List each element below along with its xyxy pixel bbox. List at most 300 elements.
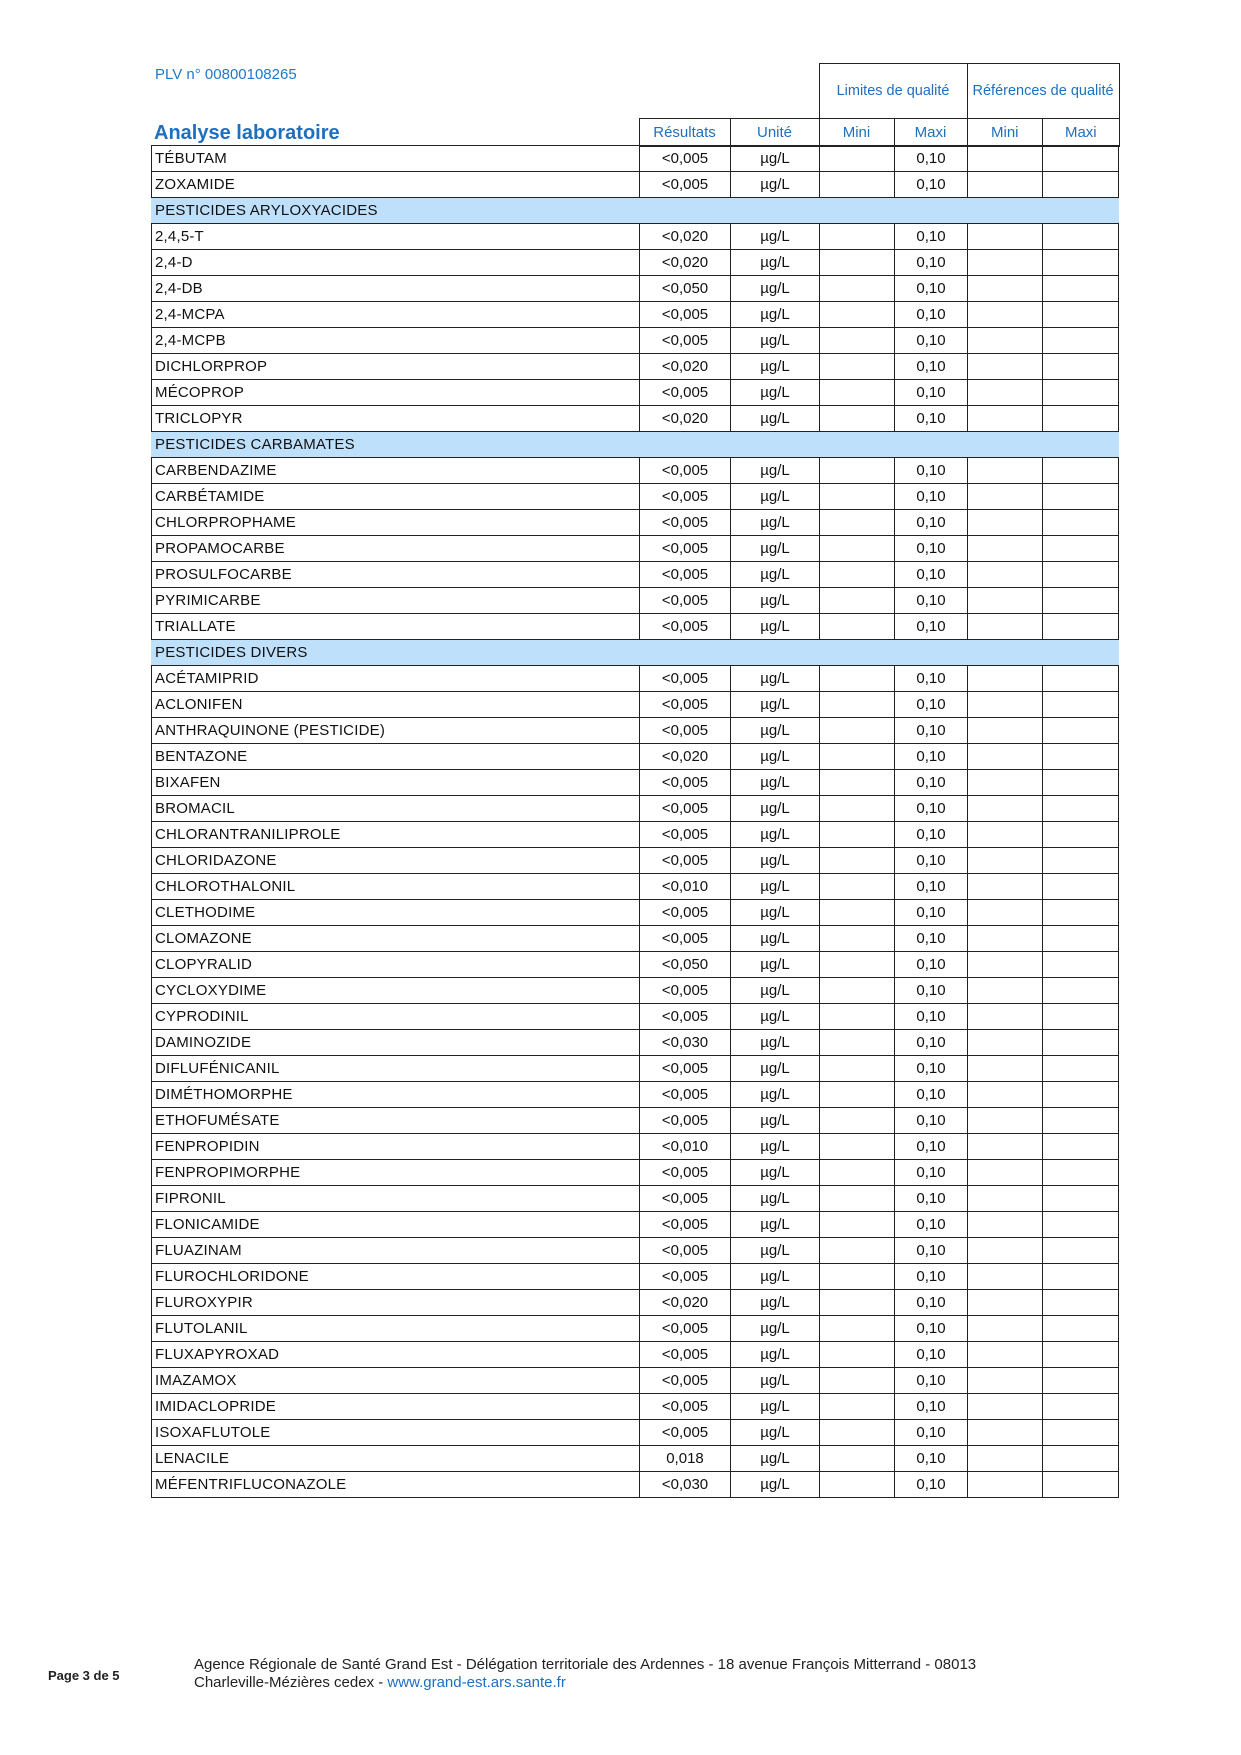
unit-value: µg/L bbox=[731, 1472, 820, 1498]
limit-mini bbox=[820, 302, 895, 328]
result-value: <0,005 bbox=[640, 1394, 731, 1420]
reference-maxi bbox=[1043, 1004, 1119, 1030]
unit-value: µg/L bbox=[731, 822, 820, 848]
limit-mini bbox=[820, 354, 895, 380]
parameter-name: FLUTOLANIL bbox=[152, 1316, 640, 1342]
reference-maxi bbox=[1043, 380, 1119, 406]
unit-value: µg/L bbox=[731, 796, 820, 822]
table-row bbox=[152, 250, 1119, 276]
reference-maxi bbox=[1043, 1446, 1119, 1472]
unit-value: µg/L bbox=[731, 250, 820, 276]
limit-mini bbox=[820, 822, 895, 848]
table-row bbox=[152, 796, 1119, 822]
table-row bbox=[152, 900, 1119, 926]
parameter-name: IMIDACLOPRIDE bbox=[152, 1394, 640, 1420]
limit-maxi: 0,10 bbox=[895, 536, 968, 562]
parameter-name: MÉFENTRIFLUCONAZOLE bbox=[152, 1472, 640, 1498]
limit-maxi: 0,10 bbox=[895, 588, 968, 614]
reference-maxi bbox=[1043, 536, 1119, 562]
reference-mini bbox=[968, 718, 1043, 744]
parameter-name: TRIALLATE bbox=[152, 614, 640, 640]
reference-mini bbox=[968, 484, 1043, 510]
reference-mini bbox=[968, 510, 1043, 536]
reference-maxi bbox=[1043, 1316, 1119, 1342]
reference-mini bbox=[968, 1446, 1043, 1472]
parameter-name: CYCLOXYDIME bbox=[152, 978, 640, 1004]
parameter-name: CHLORANTRANILIPROLE bbox=[152, 822, 640, 848]
unit-value: µg/L bbox=[731, 328, 820, 354]
table-row bbox=[152, 510, 1119, 536]
reference-mini bbox=[968, 1290, 1043, 1316]
unit-value: µg/L bbox=[731, 1290, 820, 1316]
limit-mini bbox=[820, 328, 895, 354]
unit-value: µg/L bbox=[731, 224, 820, 250]
reference-maxi bbox=[1043, 952, 1119, 978]
reference-maxi bbox=[1043, 1238, 1119, 1264]
unit-header: Unité bbox=[730, 119, 819, 147]
reference-maxi bbox=[1043, 666, 1119, 692]
footer-city: Charleville-Mézières cedex - bbox=[194, 1674, 388, 1691]
parameter-name: PROPAMOCARBE bbox=[152, 536, 640, 562]
reference-mini bbox=[968, 1160, 1043, 1186]
page-number: Page 3 de 5 bbox=[48, 1668, 120, 1683]
result-value: <0,005 bbox=[640, 796, 731, 822]
reference-maxi bbox=[1043, 1056, 1119, 1082]
table-row bbox=[152, 1082, 1119, 1108]
unit-value: µg/L bbox=[731, 1186, 820, 1212]
result-value: <0,005 bbox=[640, 328, 731, 354]
unit-value: µg/L bbox=[731, 978, 820, 1004]
table-row bbox=[152, 354, 1119, 380]
table-row bbox=[152, 224, 1119, 250]
reference-mini bbox=[968, 614, 1043, 640]
table-row bbox=[152, 744, 1119, 770]
reference-mini bbox=[968, 588, 1043, 614]
parameter-name: CHLOROTHALONIL bbox=[152, 874, 640, 900]
limit-mini bbox=[820, 484, 895, 510]
table-row bbox=[152, 926, 1119, 952]
footer-line-1: Agence Régionale de Santé Grand Est - Délégation territoriale des Ardennes - 18 avenue François Mitterrand - 08013 bbox=[194, 1656, 977, 1673]
table-row bbox=[152, 276, 1119, 302]
reference-mini bbox=[968, 666, 1043, 692]
limit-maxi: 0,10 bbox=[895, 978, 968, 1004]
reference-mini bbox=[968, 1030, 1043, 1056]
references-header: Références de qualité bbox=[967, 64, 1119, 119]
result-value: <0,005 bbox=[640, 380, 731, 406]
limit-mini bbox=[820, 276, 895, 302]
result-value: <0,020 bbox=[640, 406, 731, 432]
limit-maxi: 0,10 bbox=[895, 666, 968, 692]
result-value: <0,005 bbox=[640, 1082, 731, 1108]
reference-maxi bbox=[1043, 484, 1119, 510]
limit-mini bbox=[820, 1238, 895, 1264]
reference-maxi bbox=[1043, 822, 1119, 848]
limit-mini bbox=[820, 406, 895, 432]
unit-value: µg/L bbox=[731, 588, 820, 614]
parameter-name: TÉBUTAM bbox=[152, 146, 640, 172]
result-value: <0,005 bbox=[640, 1056, 731, 1082]
limit-maxi: 0,10 bbox=[895, 458, 968, 484]
unit-value: µg/L bbox=[731, 354, 820, 380]
parameter-name: ISOXAFLUTOLE bbox=[152, 1420, 640, 1446]
limit-mini bbox=[820, 1030, 895, 1056]
limit-mini bbox=[820, 1134, 895, 1160]
parameter-name: BROMACIL bbox=[152, 796, 640, 822]
table-row bbox=[152, 1186, 1119, 1212]
reference-mini bbox=[968, 822, 1043, 848]
unit-value: µg/L bbox=[731, 1212, 820, 1238]
analysis-table bbox=[151, 145, 1119, 1498]
reference-mini bbox=[968, 328, 1043, 354]
limit-maxi: 0,10 bbox=[895, 1160, 968, 1186]
reference-mini bbox=[968, 1472, 1043, 1498]
reference-maxi bbox=[1043, 276, 1119, 302]
reference-maxi bbox=[1043, 302, 1119, 328]
reference-maxi bbox=[1043, 562, 1119, 588]
parameter-name: MÉCOPROP bbox=[152, 380, 640, 406]
parameter-name: CARBENDAZIME bbox=[152, 458, 640, 484]
plv-number: PLV n° 00800108265 bbox=[155, 66, 297, 83]
table-row bbox=[152, 848, 1119, 874]
parameter-name: FLUXAPYROXAD bbox=[152, 1342, 640, 1368]
reference-maxi bbox=[1043, 1186, 1119, 1212]
column-header-table bbox=[151, 63, 1120, 147]
limit-maxi: 0,10 bbox=[895, 692, 968, 718]
limit-mini bbox=[820, 900, 895, 926]
result-value: <0,005 bbox=[640, 718, 731, 744]
unit-value: µg/L bbox=[731, 406, 820, 432]
reference-maxi bbox=[1043, 172, 1119, 198]
limit-maxi: 0,10 bbox=[895, 1108, 968, 1134]
result-value: <0,005 bbox=[640, 900, 731, 926]
footer-address bbox=[194, 1656, 976, 1692]
limit-mini bbox=[820, 952, 895, 978]
table-row bbox=[152, 562, 1119, 588]
table-row bbox=[152, 952, 1119, 978]
unit-value: µg/L bbox=[731, 536, 820, 562]
limit-mini bbox=[820, 250, 895, 276]
parameter-name: 2,4-D bbox=[152, 250, 640, 276]
parameter-name: FLUROXYPIR bbox=[152, 1290, 640, 1316]
table-row bbox=[152, 1056, 1119, 1082]
reference-mini bbox=[968, 536, 1043, 562]
reference-mini bbox=[968, 354, 1043, 380]
result-value: <0,005 bbox=[640, 978, 731, 1004]
table-row bbox=[152, 1368, 1119, 1394]
reference-mini bbox=[968, 1420, 1043, 1446]
reference-mini bbox=[968, 276, 1043, 302]
reference-mini bbox=[968, 926, 1043, 952]
reference-maxi bbox=[1043, 510, 1119, 536]
limit-maxi: 0,10 bbox=[895, 874, 968, 900]
limit-maxi: 0,10 bbox=[895, 1316, 968, 1342]
limit-mini bbox=[820, 1082, 895, 1108]
result-value: <0,005 bbox=[640, 172, 731, 198]
parameter-name: FLUROCHLORIDONE bbox=[152, 1264, 640, 1290]
page-title: Analyse laboratoire bbox=[154, 122, 340, 144]
limit-mini bbox=[820, 848, 895, 874]
limit-mini bbox=[820, 536, 895, 562]
reference-mini bbox=[968, 1134, 1043, 1160]
limit-mini bbox=[820, 1290, 895, 1316]
reference-mini bbox=[968, 1212, 1043, 1238]
table-row bbox=[152, 1134, 1119, 1160]
footer-url[interactable]: www.grand-est.ars.sante.fr bbox=[387, 1674, 566, 1691]
parameter-name: PYRIMICARBE bbox=[152, 588, 640, 614]
reference-maxi bbox=[1043, 614, 1119, 640]
unit-value: µg/L bbox=[731, 1030, 820, 1056]
result-value: <0,005 bbox=[640, 666, 731, 692]
section-title: PESTICIDES DIVERS bbox=[152, 640, 1119, 666]
unit-value: µg/L bbox=[731, 1134, 820, 1160]
reference-mini bbox=[968, 770, 1043, 796]
limit-mini bbox=[820, 1186, 895, 1212]
parameter-name: DICHLORPROP bbox=[152, 354, 640, 380]
limit-mini bbox=[820, 718, 895, 744]
unit-value: µg/L bbox=[731, 1394, 820, 1420]
result-value: <0,020 bbox=[640, 354, 731, 380]
limit-mini bbox=[820, 1342, 895, 1368]
table-row bbox=[152, 1290, 1119, 1316]
unit-value: µg/L bbox=[731, 1368, 820, 1394]
limit-mini bbox=[820, 692, 895, 718]
limit-maxi: 0,10 bbox=[895, 1368, 968, 1394]
unit-value: µg/L bbox=[731, 1238, 820, 1264]
table-row bbox=[152, 1394, 1119, 1420]
parameter-name: TRICLOPYR bbox=[152, 406, 640, 432]
reference-mini bbox=[968, 692, 1043, 718]
reference-mini bbox=[968, 1004, 1043, 1030]
limit-mini bbox=[820, 1160, 895, 1186]
unit-value: µg/L bbox=[731, 718, 820, 744]
limit-mini bbox=[820, 1108, 895, 1134]
table-row bbox=[152, 172, 1119, 198]
parameter-name: PROSULFOCARBE bbox=[152, 562, 640, 588]
limit-mini bbox=[820, 1316, 895, 1342]
limit-mini bbox=[820, 770, 895, 796]
references-maxi-header: Maxi bbox=[1043, 119, 1120, 147]
limit-mini bbox=[820, 1394, 895, 1420]
table-row bbox=[152, 1420, 1119, 1446]
reference-maxi bbox=[1043, 796, 1119, 822]
reference-mini bbox=[968, 146, 1043, 172]
unit-value: µg/L bbox=[731, 562, 820, 588]
reference-mini bbox=[968, 1342, 1043, 1368]
limits-mini-header: Mini bbox=[819, 119, 894, 147]
unit-value: µg/L bbox=[731, 900, 820, 926]
result-value: <0,005 bbox=[640, 692, 731, 718]
limit-maxi: 0,10 bbox=[895, 718, 968, 744]
limit-maxi: 0,10 bbox=[895, 328, 968, 354]
unit-value: µg/L bbox=[731, 1342, 820, 1368]
limit-maxi: 0,10 bbox=[895, 1082, 968, 1108]
reference-maxi bbox=[1043, 458, 1119, 484]
limit-mini bbox=[820, 380, 895, 406]
unit-value: µg/L bbox=[731, 744, 820, 770]
parameter-name: DIMÉTHOMORPHE bbox=[152, 1082, 640, 1108]
limit-maxi: 0,10 bbox=[895, 302, 968, 328]
limit-maxi: 0,10 bbox=[895, 900, 968, 926]
reference-maxi bbox=[1043, 1082, 1119, 1108]
parameter-name: ACÉTAMIPRID bbox=[152, 666, 640, 692]
limit-maxi: 0,10 bbox=[895, 146, 968, 172]
reference-mini bbox=[968, 406, 1043, 432]
table-row bbox=[152, 770, 1119, 796]
reference-maxi bbox=[1043, 1212, 1119, 1238]
reference-mini bbox=[968, 1316, 1043, 1342]
reference-maxi bbox=[1043, 406, 1119, 432]
limit-maxi: 0,10 bbox=[895, 614, 968, 640]
unit-value: µg/L bbox=[731, 458, 820, 484]
section-header-row bbox=[152, 198, 1119, 224]
limit-mini bbox=[820, 744, 895, 770]
table-row bbox=[152, 406, 1119, 432]
reference-mini bbox=[968, 1368, 1043, 1394]
limit-maxi: 0,10 bbox=[895, 1394, 968, 1420]
reference-maxi bbox=[1043, 354, 1119, 380]
limit-mini bbox=[820, 796, 895, 822]
result-value: <0,030 bbox=[640, 1030, 731, 1056]
footer-line-2 bbox=[194, 1674, 976, 1692]
limit-mini bbox=[820, 588, 895, 614]
parameter-name: CLOPYRALID bbox=[152, 952, 640, 978]
reference-maxi bbox=[1043, 1030, 1119, 1056]
reference-maxi bbox=[1043, 328, 1119, 354]
reference-maxi bbox=[1043, 1472, 1119, 1498]
limit-mini bbox=[820, 1264, 895, 1290]
reference-mini bbox=[968, 172, 1043, 198]
limit-mini bbox=[820, 1472, 895, 1498]
result-value: <0,005 bbox=[640, 1368, 731, 1394]
result-value: <0,005 bbox=[640, 510, 731, 536]
limit-maxi: 0,10 bbox=[895, 1238, 968, 1264]
result-value: <0,005 bbox=[640, 1342, 731, 1368]
reference-mini bbox=[968, 1108, 1043, 1134]
reference-mini bbox=[968, 1238, 1043, 1264]
limit-maxi: 0,10 bbox=[895, 354, 968, 380]
reference-mini bbox=[968, 978, 1043, 1004]
parameter-name: FENPROPIMORPHE bbox=[152, 1160, 640, 1186]
limit-maxi: 0,10 bbox=[895, 770, 968, 796]
limit-maxi: 0,10 bbox=[895, 1446, 968, 1472]
section-header-row bbox=[152, 640, 1119, 666]
section-title: PESTICIDES CARBAMATES bbox=[152, 432, 1119, 458]
unit-value: µg/L bbox=[731, 692, 820, 718]
table-row bbox=[152, 1238, 1119, 1264]
result-value: <0,005 bbox=[640, 1420, 731, 1446]
unit-value: µg/L bbox=[731, 1316, 820, 1342]
result-value: <0,005 bbox=[640, 484, 731, 510]
reference-maxi bbox=[1043, 692, 1119, 718]
table-row bbox=[152, 1004, 1119, 1030]
table-row bbox=[152, 666, 1119, 692]
reference-maxi bbox=[1043, 718, 1119, 744]
reference-mini bbox=[968, 848, 1043, 874]
limit-maxi: 0,10 bbox=[895, 1056, 968, 1082]
reference-mini bbox=[968, 224, 1043, 250]
reference-maxi bbox=[1043, 146, 1119, 172]
result-value: 0,018 bbox=[640, 1446, 731, 1472]
reference-mini bbox=[968, 1186, 1043, 1212]
parameter-name: CLETHODIME bbox=[152, 900, 640, 926]
table-row bbox=[152, 1342, 1119, 1368]
reference-maxi bbox=[1043, 1134, 1119, 1160]
limits-header: Limites de qualité bbox=[819, 64, 967, 119]
reference-mini bbox=[968, 952, 1043, 978]
reference-mini bbox=[968, 874, 1043, 900]
result-value: <0,005 bbox=[640, 588, 731, 614]
section-title: PESTICIDES ARYLOXYACIDES bbox=[152, 198, 1119, 224]
reference-maxi bbox=[1043, 900, 1119, 926]
unit-value: µg/L bbox=[731, 302, 820, 328]
result-value: <0,020 bbox=[640, 224, 731, 250]
result-value: <0,005 bbox=[640, 1238, 731, 1264]
unit-value: µg/L bbox=[731, 1446, 820, 1472]
limit-maxi: 0,10 bbox=[895, 744, 968, 770]
table-row bbox=[152, 1264, 1119, 1290]
references-mini-header: Mini bbox=[967, 119, 1043, 147]
limit-mini bbox=[820, 614, 895, 640]
table-row bbox=[152, 874, 1119, 900]
result-value: <0,005 bbox=[640, 770, 731, 796]
parameter-name: BIXAFEN bbox=[152, 770, 640, 796]
limit-mini bbox=[820, 1004, 895, 1030]
unit-value: µg/L bbox=[731, 1264, 820, 1290]
unit-value: µg/L bbox=[731, 952, 820, 978]
reference-maxi bbox=[1043, 978, 1119, 1004]
table-row bbox=[152, 458, 1119, 484]
table-row bbox=[152, 1030, 1119, 1056]
reference-mini bbox=[968, 1056, 1043, 1082]
parameter-name: CHLORIDAZONE bbox=[152, 848, 640, 874]
reference-maxi bbox=[1043, 1420, 1119, 1446]
reference-maxi bbox=[1043, 1290, 1119, 1316]
result-value: <0,005 bbox=[640, 1160, 731, 1186]
parameter-name: CARBÉTAMIDE bbox=[152, 484, 640, 510]
unit-value: µg/L bbox=[731, 614, 820, 640]
reference-maxi bbox=[1043, 250, 1119, 276]
unit-value: µg/L bbox=[731, 926, 820, 952]
table-row bbox=[152, 692, 1119, 718]
reference-maxi bbox=[1043, 770, 1119, 796]
limit-maxi: 0,10 bbox=[895, 562, 968, 588]
parameter-name: ANTHRAQUINONE (PESTICIDE) bbox=[152, 718, 640, 744]
limit-mini bbox=[820, 1212, 895, 1238]
limit-mini bbox=[820, 1446, 895, 1472]
limits-maxi-header: Maxi bbox=[894, 119, 967, 147]
table-row bbox=[152, 1472, 1119, 1498]
limit-mini bbox=[820, 978, 895, 1004]
limit-mini bbox=[820, 458, 895, 484]
parameter-name: BENTAZONE bbox=[152, 744, 640, 770]
table-row bbox=[152, 1160, 1119, 1186]
parameter-name: FIPRONIL bbox=[152, 1186, 640, 1212]
limit-maxi: 0,10 bbox=[895, 926, 968, 952]
limit-maxi: 0,10 bbox=[895, 1290, 968, 1316]
unit-value: µg/L bbox=[731, 380, 820, 406]
table-row bbox=[152, 588, 1119, 614]
results-header: Résultats bbox=[639, 119, 730, 147]
reference-maxi bbox=[1043, 874, 1119, 900]
limit-maxi: 0,10 bbox=[895, 848, 968, 874]
parameter-name: 2,4-MCPB bbox=[152, 328, 640, 354]
result-value: <0,005 bbox=[640, 536, 731, 562]
limit-maxi: 0,10 bbox=[895, 380, 968, 406]
reference-mini bbox=[968, 380, 1043, 406]
limit-maxi: 0,10 bbox=[895, 1420, 968, 1446]
limit-maxi: 0,10 bbox=[895, 1134, 968, 1160]
limit-mini bbox=[820, 224, 895, 250]
